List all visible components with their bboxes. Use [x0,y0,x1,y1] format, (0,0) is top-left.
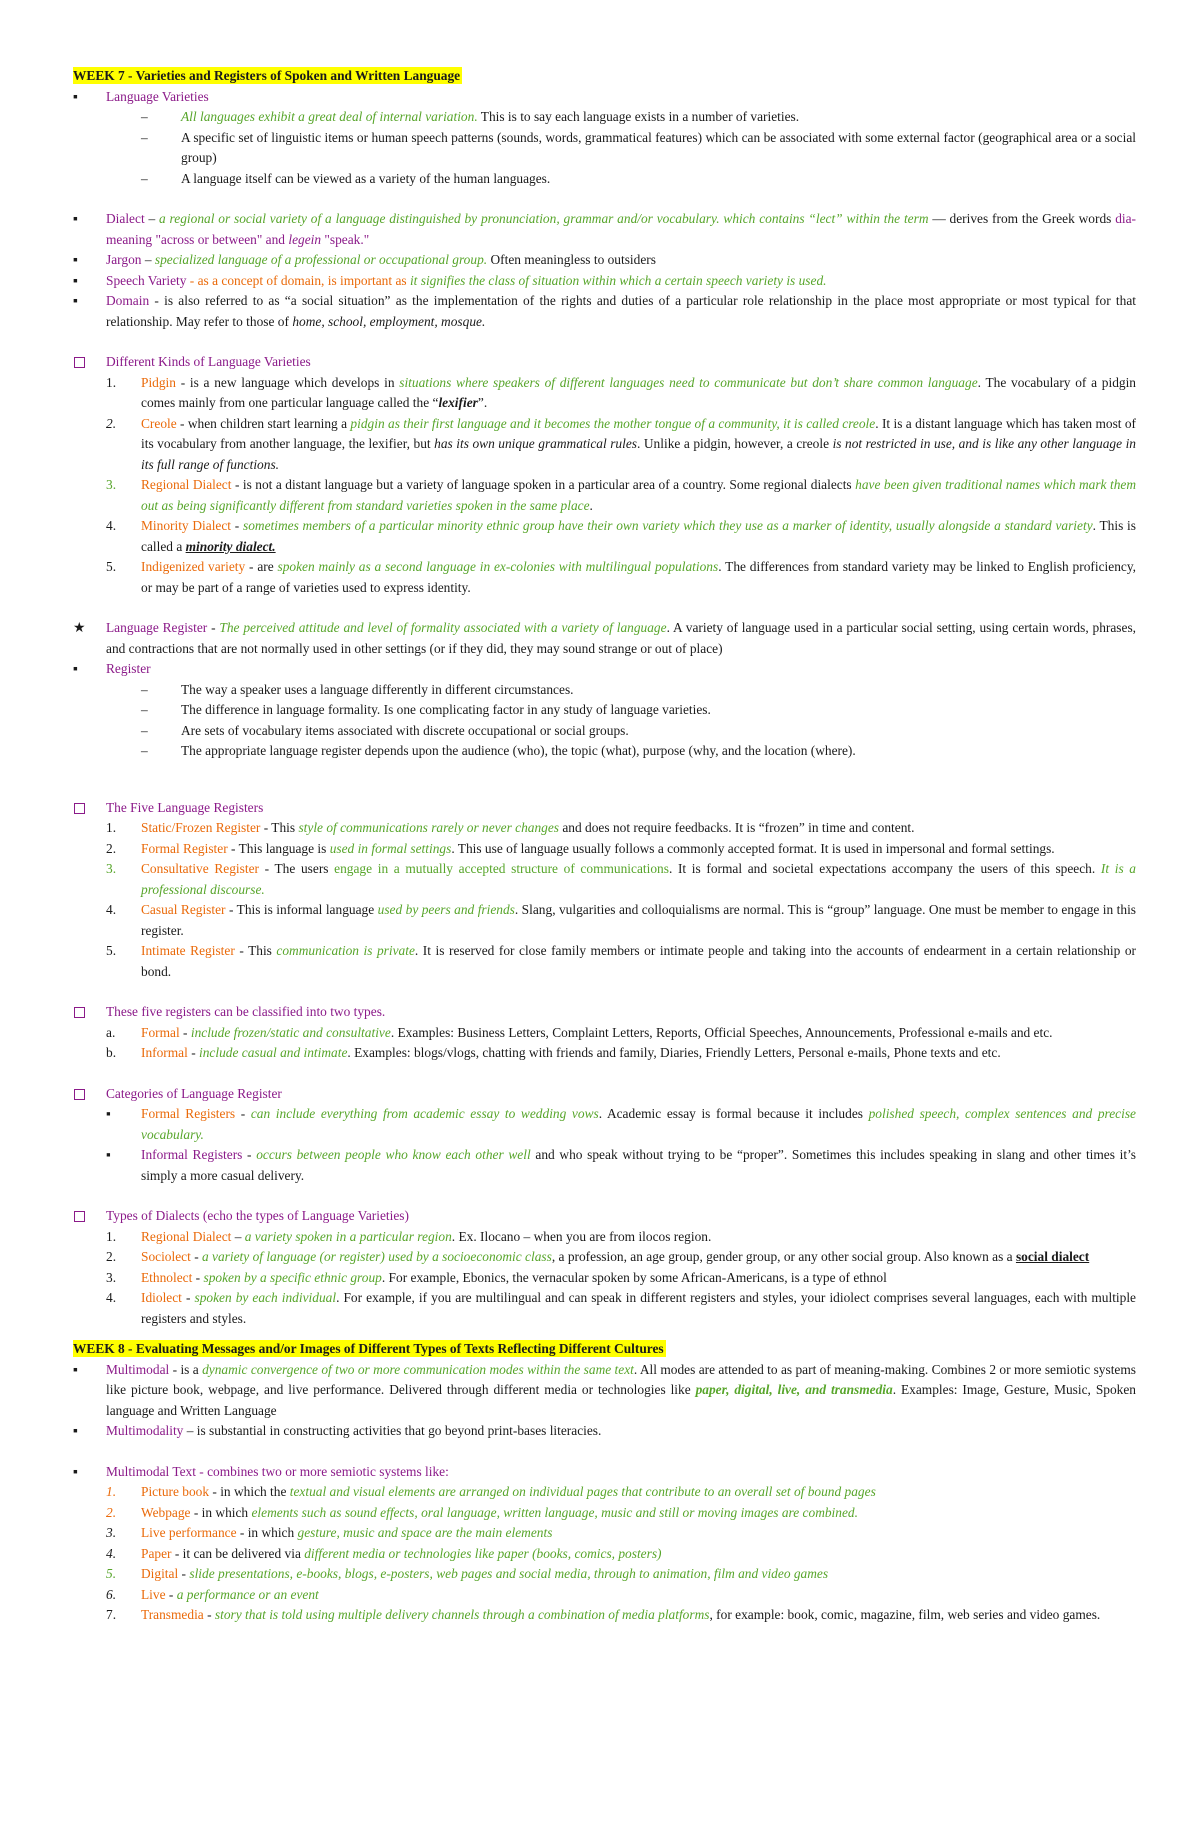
dialect-type-item: 4. Idiolect - spoken by each individual. For example, if you are multilingual and can speak in different registers and styles, your idiolect comprises several languages, each with multiple registers and styles. [106,1290,1136,1326]
kind-item: 5. Indigenized variety - are spoken mainly as a second language in ex-colonies with multilingual populations. The differences from standard variety may be linked to English proficiency, or may be part of a range of varieties used to express identity. [106,559,1136,595]
kind-item: 2. Creole - when children start learning a pidgin as their first language and it becomes the mother tongue of a community, it is called creole. It is a distant language which has taken most of its vocabulary from another language, the lexifier, but has its own unique grammatical rules. Unlike a pidgin, however, a creole is not restricted in use, and is like any other language in its full range of functions. [106,415,1137,472]
multimodal-item: ▪ Multimodal - is a dynamic convergence of two or more communication modes within the same text. All modes are attended to as part of meaning-making. Combines 2 or more semiotic systems like picture book, webpage, and live performance. Delivered through different media or technologies like paper, digital, live, and transmedia. Examples: Image, Gesture, Music, Spoken language and Written Language [73,1361,1136,1418]
register-type-item: 1. Static/Frozen Register - This style of communications rarely or never changes and does not require feedbacks. It is “frozen” in time and content. [106,820,915,835]
multimodal-text-item: 7. Transmedia - story that is told using multiple delivery channels through a combination of media platforms, for example: book, comic, magazine, film, web series and video games. [106,1607,1101,1622]
kinds-heading: Different Kinds of Language Varieties [73,352,1136,373]
bullet-icon: ▪ [73,1362,78,1378]
register-point: – The difference in language formality. Is one complicating factor in any study of language varieties. [141,702,711,717]
register-type-item: 4. Casual Register - This is informal language used by peers and friends. Slang, vulgarities and colloquialisms are normal. This is “group” language. One must be member to engage in this register. [106,902,1136,938]
bullet-icon: ▪ [73,212,78,227]
dialect-item: ▪ Dialect – a regional or social variety of a language distinguished by pronunciation, grammar and/or vocabulary. which contains “lect” within the term — derives from the Greek words dia- meaning "across or between" and legein "speak." [73,211,1137,247]
language-varieties-item: ▪ Language Varieties [73,87,1136,108]
speech-variety-item: ▪ Speech Variety - as a concept of domain, is important as it signifies the class of situation within which a certain speech variety is used. [73,271,1136,292]
register-type-item: 3. Consultative Register - The users engage in a mutually accepted structure of communications. It is formal and societal expectations accompany the users of this speech. It is a professional discourse. [106,861,1137,897]
checkbox-bullet-icon [74,1007,85,1018]
register-class-item: a. Formal - include frozen/static and consultative. Examples: Business Letters, Complaint Letters, Reports, Official Speeches, Announcements, Professional e-mails and etc. [106,1024,1053,1040]
dialect-type-item: 2. Sociolect - a variety of language (or register) used by a socioeconomic class, a profession, an age group, gender group, or any other social group. Also known as a social dialect [106,1249,1090,1264]
category-item: ▪ Informal Registers - occurs between people who know each other well and who speak without trying to be “proper”. Sometimes this includes speaking in slang and other times it’s simply a more casual delivery. [106,1147,1137,1183]
checkbox-bullet-icon [74,1089,85,1100]
language-register-item: ★ Language Register - The perceived attitude and level of formality associated with a variety of language. A variety of language used in a particular social setting, using certain words, phrases, and contractions that are not normally used in other settings (or if they did, they may sound strange or out of place) [73,620,1137,656]
jargon-item: ▪ Jargon – specialized language of a professional or occupational group. Often meaningless to outsiders [73,250,1136,271]
multimodal-text-item: 1. Picture book - in which the textual and visual elements are arranged on individual pages that contribute to an overall set of bound pages [106,1484,876,1499]
register-class-item: b. Informal - include casual and intimate. Examples: blogs/vlogs, chatting with friends and family, Diaries, Friendly Letters, Personal e-mails, Phone texts and etc. [106,1045,1001,1060]
dialect-types-heading: Types of Dialects (echo the types of Language Varieties) [73,1206,1136,1227]
bullet-icon: ▪ [73,273,78,289]
kind-item: 3. Regional Dialect - is not a distant language but a variety of language spoken in a particular area of a country. Some regional dialects have been given traditional names which mark them out as being significantly different from standard varieties spoken in the same place. [106,477,1137,513]
multimodal-text-item: 6. Live - a performance or an event [106,1586,319,1602]
bullet-icon: ▪ [73,1424,78,1439]
bullet-icon: ▪ [106,1106,111,1121]
bullet-icon: ▪ [106,1147,111,1162]
variety-point: – A language itself can be viewed as a variety of the human languages. [141,170,551,186]
checkbox-bullet-icon [74,357,85,368]
multimodality-item: ▪ Multimodality – is substantial in constructing activities that go beyond print-bases literacies. [73,1421,1136,1442]
categories-heading: Categories of Language Register [73,1084,1136,1105]
multimodal-text-item: 3. Live performance - in which gesture, music and space are the main elements [106,1525,553,1540]
register-point: – The appropriate language register depends upon the audience (who), the topic (what), purpose (why, and the location (where). [141,743,856,758]
register-type-item: 5. Intimate Register - This communication is private. It is reserved for close family members or intimate people and taking into the accounts of endearment in a certain relationship or bond. [106,943,1136,979]
variety-point: – A specific set of linguistic items or human speech patterns (sounds, words, grammatical features) which can be associated with some external factor (geographical area or a social group) [141,129,1136,165]
multimodal-text-item: 5. Digital - slide presentations, e-books, blogs, e-posters, web pages and social media, through to animation, film and video games [106,1566,829,1581]
bullet-icon: ▪ [73,294,78,309]
variety-point: – All languages exhibit a great deal of internal variation. This is to say each language exists in a number of varieties. [141,109,800,124]
bullet-icon: ▪ [73,1464,78,1480]
multimodal-text-heading: ▪ Multimodal Text - combines two or more semiotic systems like: [73,1462,1136,1483]
kind-item: 4. Minority Dialect - sometimes members of a particular minority ethnic group have their own variety which they use as a marker of identity, usually alongside a standard variety. This is called a minority dialect. [106,518,1136,554]
multimodal-text-item: 4. Paper - it can be delivered via different media or technologies like paper (books, comics, posters) [106,1545,662,1561]
register-point: – Are sets of vocabulary items associated with discrete occupational or social groups. [141,722,629,738]
five-registers-heading: The Five Language Registers [73,798,1136,819]
week8-title: WEEK 8 - Evaluating Messages and/or Images of Different Types of Texts Reflecting Different Cultures [73,1341,664,1356]
dialect-type-item: 3. Ethnolect - spoken by a specific ethnic group. For example, Ebonics, the vernacular spoken by some African-Americans, is a type of ethnol [106,1269,887,1285]
star-bullet-icon: ★ [73,621,86,636]
bullet-icon: ▪ [73,253,78,268]
category-item: ▪ Formal Registers - can include everything from academic essay to wedding vows. Academic essay is formal because it includes polished speech, complex sentences and precise vocabulary. [106,1106,1137,1142]
week7-title: WEEK 7 - Varieties and Registers of Spoken and Written Language [73,68,461,83]
bullet-icon: ▪ [73,662,78,677]
register-point: – The way a speaker uses a language differently in different circumstances. [141,681,574,697]
multimodal-text-item: 2. Webpage - in which elements such as sound effects, oral language, written language, music and still or moving images are combined. [106,1504,858,1520]
kind-item: 1. Pidgin - is a new language which develops in situations where speakers of different languages need to communicate but don’t share common language. The vocabulary of a pidgin comes mainly from one particular language called the “lexifier”. [106,374,1137,410]
two-types-heading: These five registers can be classified into two types. [73,1002,1136,1023]
register-item: ▪ Register [73,659,1136,680]
register-type-item: 2. Formal Register - This language is used in formal settings. This use of language usually follows a commonly accepted format. It is used in impersonal and formal settings. [106,840,1055,856]
dialect-type-item: 1. Regional Dialect – a variety spoken in a particular region. Ex. Ilocano – when you are from ilocos region. [106,1228,712,1244]
bullet-icon: ▪ [73,89,78,105]
checkbox-bullet-icon [74,803,85,814]
checkbox-bullet-icon [74,1211,85,1222]
domain-item: ▪ Domain - is also referred to as “a social situation” as the implementation of the rights and duties of a particular role relationship in the place most appropriate or most typical for that relationship. May refer to those of home, school, employment, mosque. [73,293,1136,329]
